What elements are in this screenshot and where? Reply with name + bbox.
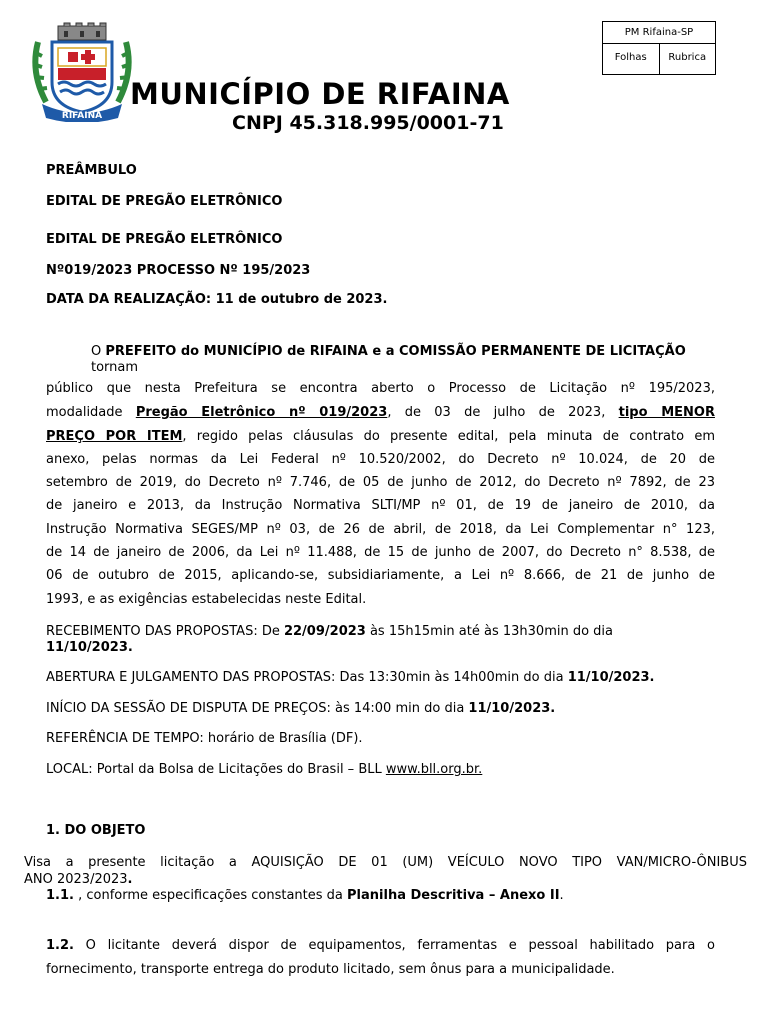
- bll-link[interactable]: www.bll.org.br.: [385, 762, 483, 777]
- preamble-heading: PREÂMBULO: [46, 163, 137, 178]
- intro-line-10: 1993, e as exigências estabelecidas neste Edital.: [46, 592, 367, 607]
- edital-heading-1: EDITAL DE PREGÃO ELETRÔNICO: [46, 194, 283, 209]
- item-1-2-line-2: fornecimento, transporte entrega do produto licitado, sem ônus para a municipalidade.: [46, 962, 615, 977]
- intro-line-2: modalidade Pregão Eletrônico nº 019/2023, de 03 de julho de 2023, tipo MENOR: [46, 405, 715, 420]
- date-heading: DATA DA REALIZAÇÃO: 11 de outubro de 2023.: [46, 292, 388, 307]
- edital-heading-2: EDITAL DE PREGÃO ELETRÔNICO: [46, 232, 283, 247]
- inicio-line: INÍCIO DA SESSÃO DE DISPUTA DE PREÇOS: às 14:00 min do dia 11/10/2023.: [46, 701, 556, 716]
- intro-line-8: de 14 de janeiro de 2006, da Lei nº 11.488, de 15 de junho de 2007, do Decreto n° 8.538, de: [46, 545, 715, 560]
- stamp-rubrica: Rubrica: [668, 52, 707, 63]
- process-heading: Nº019/2023 PROCESSO Nº 195/2023: [46, 263, 311, 278]
- intro-line-5: setembro de 2019, do Decreto nº 7.746, de 05 de junho de 2012, do Decreto nº 7892, de 23: [46, 475, 715, 490]
- item-1-1: 1.1. , conforme especificações constantes da Planilha Descritiva – Anexo II.: [46, 888, 564, 903]
- municipality-title: MUNICÍPIO DE RIFAINA: [130, 77, 510, 111]
- cnpj: CNPJ 45.318.995/0001-71: [232, 112, 504, 134]
- stamp-top: PM Rifaina-SP: [603, 22, 715, 44]
- receb-date: 11/10/2023.: [46, 640, 133, 655]
- intro-line-3: PREÇO POR ITEM, regido pelas cláusulas do presente edital, pela minuta de contrato em: [46, 429, 715, 444]
- objeto-visa-line-2: ANO 2023/2023.: [24, 872, 133, 887]
- objeto-heading: 1. DO OBJETO: [46, 823, 146, 838]
- intro-line-1: público que nesta Prefeitura se encontra aberto o Processo de Licitação nº 195/2023,: [46, 381, 715, 396]
- municipal-crest: [28, 22, 136, 122]
- intro-opening: O PREFEITO do MUNICÍPIO de RIFAINA e a COMISSÃO PERMANENTE DE LICITAÇÃO tornam: [91, 344, 686, 375]
- stamp-box: [602, 21, 716, 75]
- intro-line-4: anexo, pelas normas da Lei Federal nº 10.520/2002, do Decreto nº 10.024, de 20 de: [46, 452, 715, 467]
- referencia-line: REFERÊNCIA DE TEMPO: horário de Brasília (DF).: [46, 731, 363, 746]
- objeto-visa-line-1: Visa a presente licitação a AQUISIÇÃO DE 01 (UM) VEÍCULO NOVO TIPO VAN/MICRO-ÔNIBUS: [24, 855, 747, 870]
- intro-line-9: 06 de outubro de 2015, aplicando-se, subsidiariamente, a Lei nº 8.666, de 21 de junho de: [46, 568, 715, 583]
- item-1-2-line-1: 1.2. O licitante deverá dispor de equipamentos, ferramentas e pessoal habilitado para o: [46, 938, 715, 953]
- crest-ribbon-text: RIFAINA: [61, 111, 103, 121]
- receb-line: RECEBIMENTO DAS PROPOSTAS: De 22/09/2023 às 15h15min até às 13h30min do dia: [46, 624, 614, 639]
- intro-line-7: Instrução Normativa SEGES/MP nº 03, de 26 de abril, de 2018, da Lei Complementar n° 123,: [46, 522, 715, 537]
- stamp-folhas: Folhas: [603, 44, 660, 74]
- intro-line-6: de janeiro e 2013, da Instrução Normativa SLTI/MP nº 01, de 19 de janeiro de 2010, da: [46, 498, 715, 513]
- local-line: LOCAL: Portal da Bolsa de Licitações do Brasil – BLL www.bll.org.br.: [46, 762, 483, 777]
- abertura-line: ABERTURA E JULGAMENTO DAS PROPOSTAS: Das 13:30min às 14h00min do dia 11/10/2023.: [46, 670, 655, 685]
